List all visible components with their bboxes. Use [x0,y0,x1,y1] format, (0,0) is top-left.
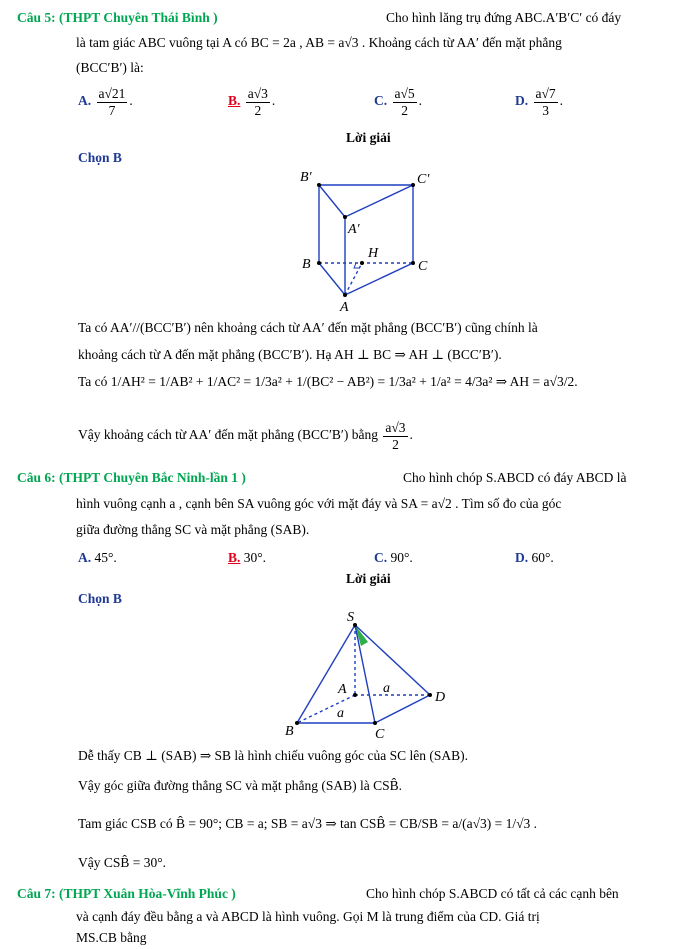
q6-line2: hình vuông cạnh a , cạnh bên SA vuông góc với mặt đáy và SA = a√2 . Tìm số đo của góc [76,496,562,511]
q5-option-letter: B. [228,93,241,109]
q5-option-a[interactable]: A. $\frac{a√21}{7}$ . [78,86,133,118]
label-B: B [285,724,294,739]
label-C: C [418,259,428,274]
q5-header [17,10,218,26]
q6-label: Câu 6: [17,470,56,485]
q5-option-c[interactable]: C. $\frac{a√5}{2}$ . [374,86,423,118]
q5-option-d[interactable]: D. $\frac{a√7}{3}$ . [515,86,564,118]
q6-option-letter: C. [374,550,388,565]
q5-option-letter: D. [515,93,529,109]
edge-Bp-Ap [319,185,345,217]
q5-solution-title: Lời giải [346,130,391,145]
label-D: D [435,690,446,705]
q6-source: (THPT Chuyên Bắc Ninh-lần 1 ) [59,470,246,485]
label-A: A [338,682,347,697]
label-B: B [302,257,311,272]
q6-line3: giữa đường thẳng SC và mặt phẳng (SAB). [76,522,310,537]
q6-option-letter: A. [78,550,92,565]
pyramid-figure [275,605,455,745]
q6-option-a[interactable]: A. 45°. [78,550,117,565]
edge-C-D [375,695,430,723]
q6-line1: Cho hình chóp S.ABCD có đáy ABCD là [403,470,627,485]
label-A: A [340,300,349,315]
label-C: C [375,727,385,742]
q5-line3: (BCC′B′) là: [76,60,144,75]
label-Bp: B′ [300,170,312,185]
edge-B-A [319,263,345,295]
q6-option-letter: D. [515,550,529,565]
q5-line2: là tam giác ABC vuông tại A có BC = 2a , AB = a√3 . Khoảng cách từ AA′ đến mặt phẳng [76,35,562,50]
label-Cp: C′ [417,172,430,187]
q5-sol4: Vậy khoảng cách từ AA′ đến mặt phẳng (BCC′B′) bằng $\frac{a√3}{2}$ . [78,420,413,452]
q6-choose: Chọn B [78,591,122,606]
q6-option-letter: B. [228,550,241,565]
label-S: S [347,610,354,625]
q5-option-b[interactable]: B. $\frac{a√3}{2}$ . [228,86,276,118]
q5-option-letter: A. [78,93,92,109]
q7-line2: và cạnh đáy đều bằng a và ABCD là hình vuông. Gọi M là trung điểm của CD. Giá trị [76,909,540,924]
q5-sol3: Ta có 1/AH² = 1/AB² + 1/AC² = 1/3a² + 1/(BC² − AB²) = 1/3a² + 1/a² = 4/3a² ⇒ AH = a√3/2. [78,374,578,389]
q6-option-d[interactable]: D. 60°. [515,550,554,565]
q6-sol1: Dễ thấy CB ⊥ (SAB) ⇒ SB là hình chiếu vuông góc của SC lên (SAB). [78,748,468,763]
q6-sol2: Vậy góc giữa đường thẳng SC và mặt phẳng (SAB) là CSB̂. [78,778,402,793]
q6-sol4: Vậy CSB̂ = 30°. [78,855,167,870]
q6-header [17,470,246,486]
q5-option-fraction: $\frac{a√7}{3}$ [535,86,556,118]
q6-option-b[interactable]: B. 30°. [228,550,267,565]
q5-label: Câu 5: [17,10,56,25]
q5-option-fraction: $\frac{a√5}{2}$ [394,86,415,118]
q6-solution-title: Lời giải [346,571,391,586]
q6-sol3: Tam giác CSB có B̂ = 90°; CB = a; SB = a√3 ⇒ tan CSB̂ = CB/SB = a/(a√3) = 1/√3 . [78,816,538,831]
q7-label: Câu 7: [17,886,56,901]
q5-option-fraction: $\frac{a√21}{7}$ [98,86,126,118]
q5-sol3-equation: 1/AH² = 1/AB² + 1/AC² = 1/3a² + 1/(BC² − AB²) = 1/3a² + 1/a² = 4/3a² ⇒ AH = a√3/2. [110,374,578,389]
q5-choose: Chọn B [78,150,122,165]
label-Ap: A′ [348,222,360,237]
q5-sol2: khoảng cách từ A đến mặt phẳng (BCC′B′). Hạ AH ⊥ BC ⇒ AH ⊥ (BCC′B′). [78,347,502,362]
q5-sol1: Ta có AA′//(BCC′B′) nên khoảng cách từ AA′ đến mặt phẳng (BCC′B′) cũng chính là [78,320,538,335]
label-a-side: a [337,706,344,721]
prism-figure [290,165,450,315]
q5-line1: Cho hình lăng trụ đứng ABC.A′B′C′ có đáy [386,10,622,25]
edge-S-D [355,625,430,695]
q7-source: (THPT Xuân Hòa-Vĩnh Phúc ) [59,886,236,901]
q7-line1: Cho hình chóp S.ABCD có tất cả các cạnh bên [366,886,619,901]
q5-option-fraction: $\frac{a√3}{2}$ [247,86,268,118]
label-H: H [368,246,379,261]
q5-source: (THPT Chuyên Thái Bình ) [59,10,218,25]
edge-Ap-Cp [345,185,413,217]
q7-line3: MS.CB bằng [76,930,147,945]
q5-sol4-fraction: $\frac{a√3}{2}$ [385,420,406,452]
q6-option-c[interactable]: C. 90°. [374,550,413,565]
q7-header [17,886,236,902]
label-a-top: a [383,681,390,696]
q5-option-letter: C. [374,93,388,109]
